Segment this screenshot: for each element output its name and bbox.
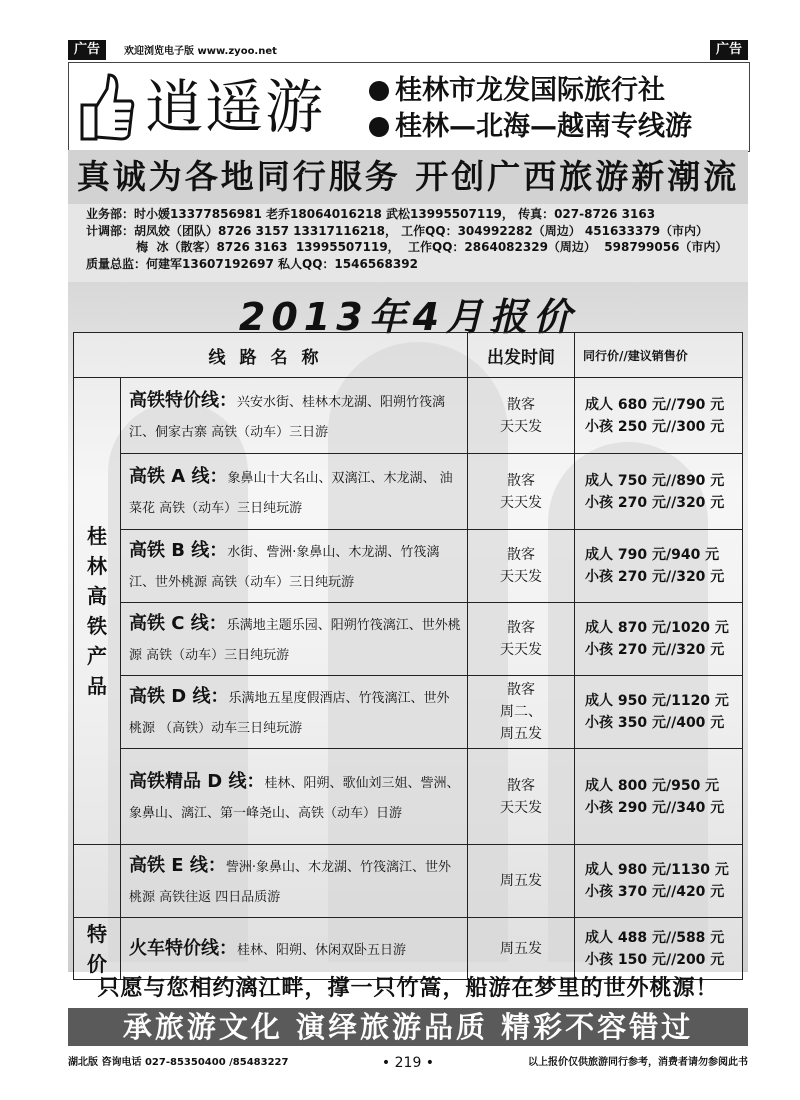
header-price: 同行价//建议销售价 — [575, 333, 743, 378]
departure-cell — [468, 918, 575, 980]
departure-cell — [468, 845, 575, 918]
price-cell — [575, 378, 743, 454]
departure-text: 散客 天天发 — [500, 396, 542, 435]
ad-tag-right: 广告 — [710, 40, 748, 60]
departure-cell — [468, 378, 575, 454]
table-row — [74, 918, 743, 980]
category-char: 桂 — [87, 524, 107, 548]
child-price: 小孩 350 元//400 元 — [585, 715, 725, 731]
contact-line: 质量总监：何建军13607192697 私人QQ：1546568392 — [86, 256, 418, 271]
table-row — [74, 845, 743, 918]
header-route-name: 线路名称 — [74, 333, 468, 378]
child-price: 小孩 270 元//320 元 — [585, 642, 725, 658]
category-char: 价 — [87, 951, 107, 976]
route-name: 火车特价线： — [129, 937, 237, 959]
category-char: 产 — [87, 644, 107, 668]
table-row — [74, 749, 743, 845]
route-name: 高铁精品 D 线： — [129, 770, 265, 792]
category-empty — [74, 845, 121, 918]
bullet-dot — [369, 81, 389, 101]
child-price: 小孩 250 元//300 元 — [585, 418, 725, 435]
bullet-dot — [369, 117, 389, 137]
page-number: • 219 • — [381, 1055, 435, 1071]
route-cell — [121, 603, 468, 676]
departure-cell — [468, 749, 575, 845]
departure-text: 散客 周二、 周五发 — [500, 682, 542, 742]
category-special — [74, 918, 121, 980]
contact-block — [68, 204, 748, 282]
route-desc: 桂林、阳朔、休闲双卧五日游 — [237, 942, 407, 958]
adult-price: 成人 488 元//588 元 — [585, 929, 725, 946]
route-desc: 乐满地主题乐园、阳朔竹筏漓江、世外桃源 高铁（动车）三日纯玩游 — [129, 618, 461, 663]
footer-disclaimer: 以上报价仅供旅游同行参考，消费者请勿参阅此书 — [528, 1057, 748, 1068]
departure-text: 散客 天天发 — [500, 620, 542, 658]
route-name: 高铁 D 线： — [129, 686, 229, 707]
departure-text: 散客 天天发 — [500, 777, 542, 816]
header-box — [68, 62, 750, 152]
departure-text: 周五发 — [500, 873, 542, 889]
route-price-table — [73, 332, 743, 980]
departure-cell — [468, 530, 575, 603]
agency-route — [369, 109, 692, 145]
departure-cell — [468, 603, 575, 676]
adult-price: 成人 980 元/1130 元 — [585, 862, 729, 878]
route-cell — [121, 845, 468, 918]
price-cell — [575, 603, 743, 676]
footer — [68, 1054, 748, 1072]
adult-price: 成人 680 元//790 元 — [585, 396, 725, 413]
price-cell — [575, 749, 743, 845]
route-desc: 象鼻山十大名山、双漓江、木龙湖、 油菜花 高铁（动车）三日纯玩游 — [129, 470, 453, 516]
footer-hotline: 湖北版 咨询电话 027-85350400 /85483227 — [68, 1057, 289, 1068]
route-cell — [121, 749, 468, 845]
contact-line: 业务部：时小媛13377856981 老乔18064016218 武松13995507119， 传真：027-8726 3163 — [86, 207, 656, 221]
category-gaotie — [74, 378, 121, 845]
table-row — [74, 530, 743, 603]
adult-price: 成人 750 元//890 元 — [585, 472, 725, 489]
departure-cell — [468, 454, 575, 530]
agency-route-text: 桂林—北海—越南专线游 — [395, 111, 692, 142]
route-desc: 訾洲·象鼻山、木龙湖、竹筏漓江、世外桃源 高铁往返 四日品质游 — [129, 860, 451, 905]
tagline: 只愿与您相约漓江畔，撑一只竹篙，船游在梦里的世外桃源！ — [97, 976, 719, 1001]
route-cell — [121, 530, 468, 603]
route-name: 高铁 A 线： — [129, 465, 228, 487]
table-row — [74, 378, 743, 454]
route-cell — [121, 378, 468, 454]
route-name: 高铁 B 线： — [129, 540, 228, 561]
departure-text: 周五发 — [500, 940, 542, 957]
route-desc: 兴安水街、桂林木龙湖、阳朔竹筏漓江、侗家古寨 高铁（动车）三日游 — [129, 394, 446, 440]
price-cell — [575, 530, 743, 603]
category-char: 铁 — [87, 614, 107, 638]
table-row — [74, 603, 743, 676]
category-char: 高 — [87, 584, 107, 608]
child-price: 小孩 270 元//320 元 — [585, 494, 725, 511]
route-name: 高铁 C 线： — [129, 613, 227, 634]
child-price: 小孩 150 元//200 元 — [585, 951, 725, 968]
agency-name — [369, 73, 665, 109]
adult-price: 成人 950 元/1120 元 — [585, 693, 729, 709]
adult-price: 成人 800 元/950 元 — [585, 777, 720, 794]
route-desc: 桂林、阳朔、歌仙刘三姐、訾洲、象鼻山、漓江、第一峰尧山、高铁（动车）日游 — [129, 775, 460, 821]
price-cell — [575, 918, 743, 980]
agency-name-text: 桂林市龙发国际旅行社 — [395, 75, 665, 106]
ad-tag-left: 广告 — [68, 40, 106, 60]
child-price: 小孩 290 元//340 元 — [585, 799, 725, 816]
route-cell — [121, 918, 468, 980]
table-row — [74, 676, 743, 749]
route-desc: 乐满地五星度假酒店、竹筏漓江、世外桃源 （高铁）动车三日纯玩游 — [129, 691, 450, 736]
contact-line: 梅 冰（散客）8726 3163 13995507119， 工作QQ：2864082329（周边） 598799056（市内） — [86, 240, 728, 254]
culture-banner: 承旅游文化 演绎旅游品质 精彩不容错过 — [68, 1008, 748, 1046]
route-cell — [121, 454, 468, 530]
header-departure: 出发时间 — [468, 333, 575, 378]
child-price: 小孩 370 元//420 元 — [585, 884, 725, 900]
departure-text: 散客 天天发 — [500, 547, 542, 585]
route-name: 高铁特价线： — [129, 389, 237, 411]
price-cell — [575, 676, 743, 749]
thumbs-up-icon — [79, 71, 135, 143]
slogan-band: 真诚为各地同行服务 开创广西旅游新潮流 — [68, 150, 748, 204]
child-price: 小孩 270 元//320 元 — [585, 569, 725, 585]
route-cell — [121, 676, 468, 749]
contact-line: 计调部：胡凤姣（团队）8726 3157 13317116218， 工作QQ：304992282（周边） 451633379（市内） — [86, 223, 709, 238]
adult-price: 成人 870 元/1020 元 — [585, 620, 729, 636]
route-name: 高铁 E 线： — [129, 855, 226, 876]
top-bar — [68, 40, 748, 60]
price-title: 2013年4月报价 — [238, 295, 578, 339]
adult-price: 成人 790 元/940 元 — [585, 547, 720, 563]
price-cell — [575, 454, 743, 530]
welcome-text: 欢迎浏览电子版 www.zyoo.net — [124, 46, 277, 57]
price-cell — [575, 845, 743, 918]
departure-text: 散客 天天发 — [500, 472, 542, 511]
table-header-row — [74, 333, 743, 378]
table-row — [74, 454, 743, 530]
category-char: 品 — [87, 674, 107, 698]
departure-cell — [468, 676, 575, 749]
route-desc: 水街、訾洲·象鼻山、木龙湖、竹筏漓江、世外桃源 高铁（动车）三日纯玩游 — [129, 545, 440, 590]
category-char: 林 — [87, 554, 107, 578]
logo-text: 逍遥游 — [145, 73, 326, 141]
category-char: 特 — [87, 921, 107, 946]
